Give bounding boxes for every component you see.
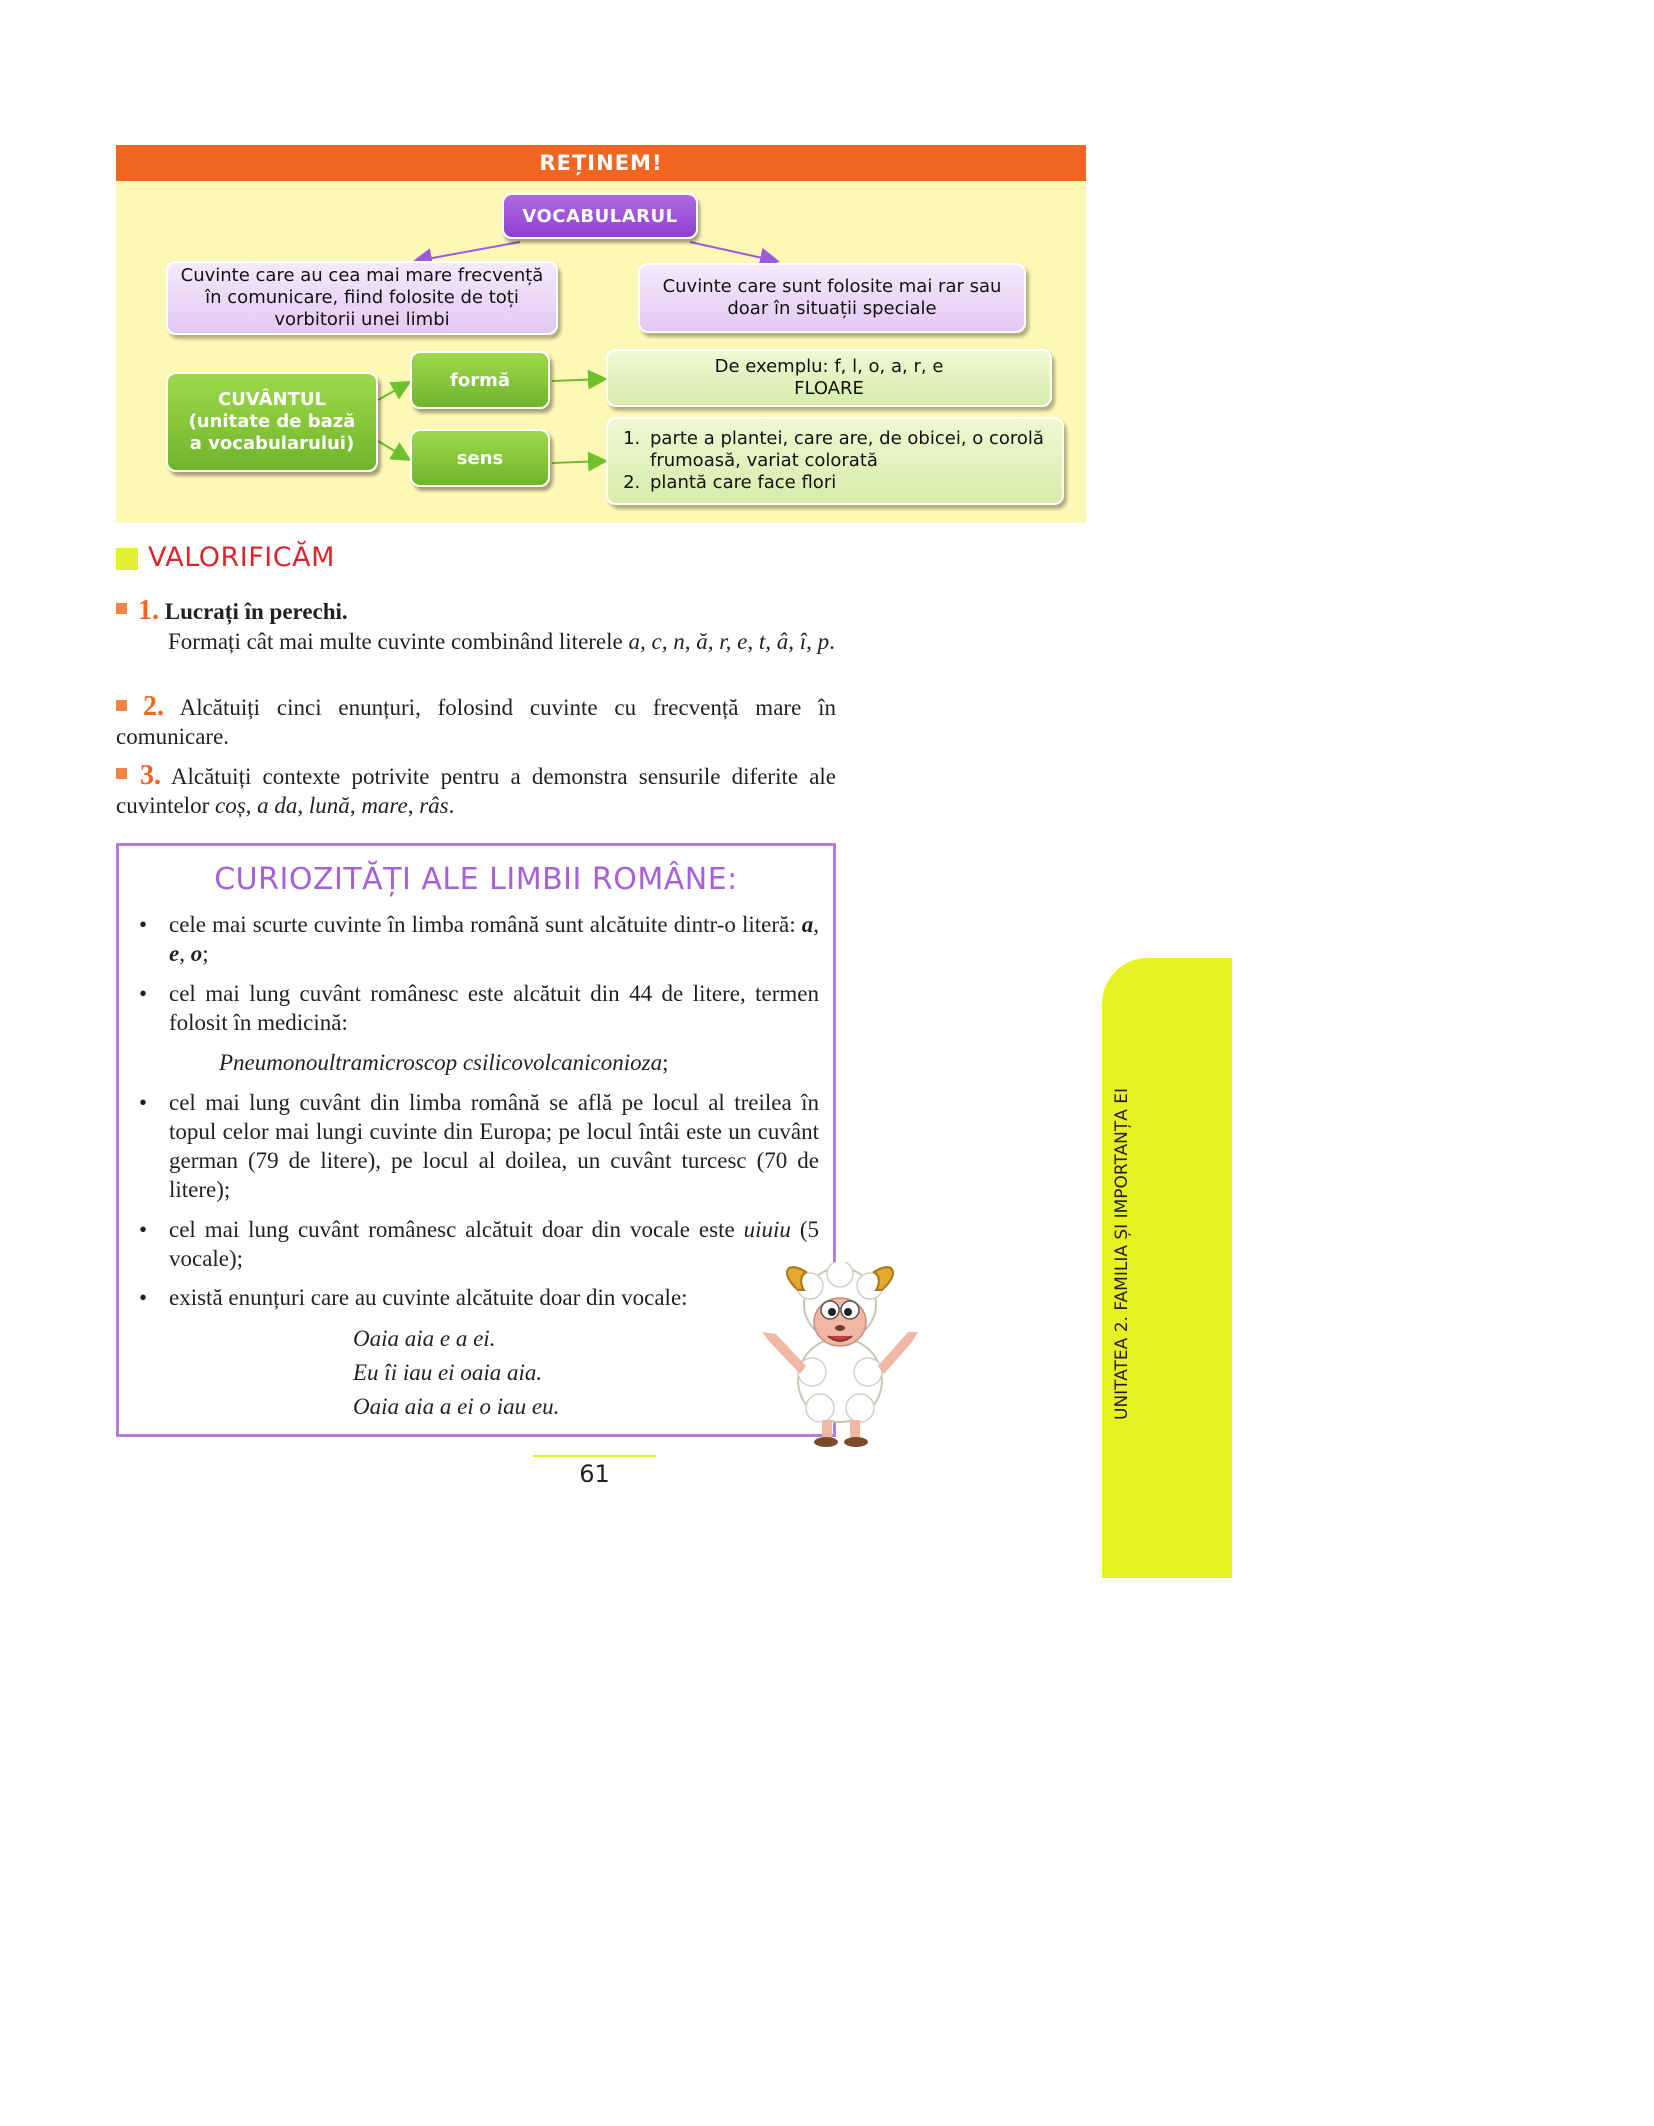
- meanings-node: [606, 417, 1064, 505]
- sheep-mascot-icon: [760, 1262, 920, 1448]
- rare-words-node: Cuvinte care sunt folosite mai rar sau doar în situații speciale: [638, 263, 1026, 333]
- word-node-line1: CUVÂNTUL: [218, 389, 326, 410]
- meanings-list: [616, 428, 1062, 494]
- bullet-icon: •: [139, 981, 148, 1006]
- section-title: VALORIFICĂM: [148, 542, 335, 573]
- curiosity-item: • cel mai lung cuvânt din limba română se află pe locul al treilea în topul celor mai lungi cuvinte din Europa; pe locul întâi este un cuvânt german (79 de litere), pe locul al doilea, un cuvânt turcesc (70 de litere);: [139, 1090, 819, 1202]
- example-node: [606, 349, 1052, 407]
- exercise-3: 3. Alcătuiți contexte potrivite pentru a demonstra sensurile diferite ale cuvintelor coș, a da, lună, mare, râs.: [116, 760, 837, 818]
- exercise-number: 1.: [138, 595, 159, 626]
- exercise-1-instruction: Formați cât mai multe cuvinte combinând literele: [168, 629, 629, 654]
- retinem-box: [116, 145, 1086, 523]
- exercise-number: 3.: [140, 760, 161, 791]
- meaning-item: 1. parte a plantei, care are, de obicei, o corolă frumoasă, variat colorată: [646, 428, 1062, 472]
- exercise-3-text: Alcătuiți contexte potrivite pentru a demonstra sensurile diferite ale cuvintelor: [116, 764, 837, 818]
- vocabulary-node: VOCABULARUL: [502, 193, 698, 239]
- example-word: râs: [419, 793, 449, 818]
- example-word: a da: [257, 793, 298, 818]
- curiosity-item: • cele mai scurte cuvinte în limba română sunt alcătuite dintr-o literă: a, e, o;: [139, 912, 819, 966]
- exercise-1-letters-cont: â, î, p: [776, 629, 830, 654]
- arrow-to-sense: [378, 441, 408, 459]
- bullet-icon: •: [139, 1217, 148, 1242]
- example-word: mare: [361, 793, 408, 818]
- exercise-1-letters: a, c, n, ă, r, e, t,: [628, 629, 771, 654]
- word-node: [166, 372, 378, 472]
- bullet-icon: •: [139, 912, 148, 937]
- example-word: lună: [308, 793, 350, 818]
- sense-node: sens: [410, 429, 550, 487]
- arrow-to-meanings: [552, 461, 604, 463]
- curiosity-item: • cel mai lung cuvânt românesc alcătuit doar din vocale este uiuiu (5 vocale);: [139, 1217, 819, 1271]
- curiosities-box: [116, 843, 836, 1437]
- curiosity-item: • există enunțuri care au cuvinte alcătuite doar din vocale:: [139, 1285, 688, 1310]
- frequent-words-node: Cuvinte care au cea mai mare frecvență în comunicare, fiind folosite de toți vorbitorii unei limbi: [166, 261, 558, 335]
- example-word: coș: [215, 793, 246, 818]
- page-number: 61: [579, 1460, 610, 1488]
- bullet-icon: •: [139, 1090, 148, 1115]
- exercise-1: [138, 596, 838, 626]
- arrow-to-example: [552, 379, 604, 381]
- curiosities-title: CURIOZITĂȚI ALE LIMBII ROMÂNE:: [214, 862, 738, 897]
- exercise-1-text: [116, 627, 836, 656]
- meaning-item: 2. plantă care face flori: [646, 472, 1062, 494]
- retinem-header: REȚINEM!: [116, 145, 1086, 181]
- page-number-rule: [533, 1455, 656, 1457]
- exercise-bullet-icon: [116, 603, 127, 614]
- vowel-sentence: Eu îi iau ei oaia aia.: [353, 1360, 543, 1385]
- word-node-line2: (unitate de bază: [188, 411, 356, 432]
- arrow-to-form: [378, 383, 408, 400]
- exercise-number: 2.: [143, 691, 164, 722]
- bullet-icon: •: [139, 1285, 148, 1310]
- vowel-sentence: Oaia aia a ei o iau eu.: [353, 1394, 560, 1419]
- punctuation: .: [829, 629, 835, 654]
- arrow-to-frequent: [416, 242, 520, 261]
- section-marker-icon: [116, 548, 138, 570]
- longest-word: Pneumonoultramicroscop csilicovolcaniconioza;: [219, 1050, 669, 1075]
- unit-side-tab-label: UNITATEA 2. FAMILIA ȘI IMPORTANȚA EI: [1112, 1087, 1132, 1420]
- curiosity-item: • cel mai lung cuvânt românesc este alcătuit din 44 de litere, termen folosit în medicină:: [139, 981, 819, 1035]
- word-node-line3: a vocabularului): [189, 433, 355, 454]
- example-line1: De exemplu: f, l, o, a, r, e: [714, 356, 944, 377]
- example-line2: FLOARE: [794, 378, 864, 399]
- form-node: formă: [410, 351, 550, 409]
- vowel-sentence: Oaia aia e a ei.: [353, 1326, 496, 1351]
- arrow-to-rare: [690, 242, 776, 261]
- exercise-heading: Lucrați în perechi.: [164, 599, 348, 624]
- exercise-2-text: Alcătuiți cinci enunțuri, folosind cuvinte cu frecvență mare în comunicare.: [116, 695, 836, 749]
- exercise-2: [116, 692, 836, 751]
